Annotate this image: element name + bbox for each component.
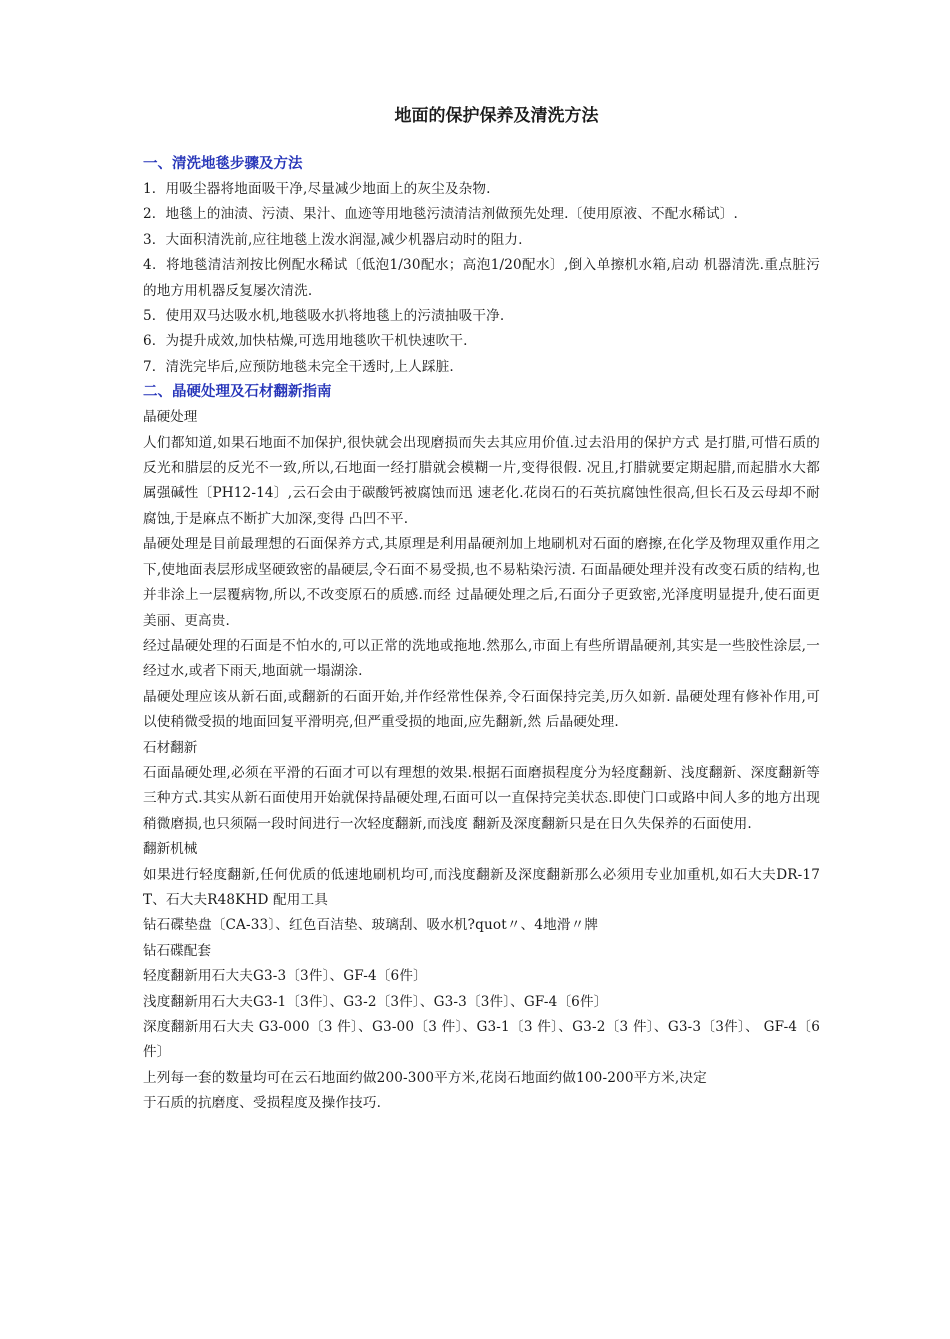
paragraph: 晶硬处理应该从新石面,或翻新的石面开始,并作经常性保养,令石面保持完美,历久如新. 晶硬处理有修补作用,可以使稍微受损的地面回复平滑明亮,但严重受损的地面,应先翻新,然 后晶硬处理. (143, 688, 820, 731)
subheading-machinery: 翻新机械 (143, 841, 198, 858)
paragraph: 人们都知道,如果石地面不加保护,很快就会出现磨损而失去其应用价值.过去沿用的保护方式 是打腊,可惜石质的反光和腊层的反光不一致,所以,石地面一经打腊就会模糊一片,变得很假. 况且,打腊就要定期起腊,而起腊水大都属强碱性〔PH12-14〕,云石会由于碳酸钙被腐蚀而迅 速老化.花岗石的石英抗腐蚀性很高,但长石及云母却不耐腐蚀,于是麻点不断扩大加深,变得 凸凹不平. (143, 434, 820, 527)
paragraph: 晶硬处理是目前最理想的石面保养方式,其原理是利用晶硬剂加上地刷机对石面的磨擦,在化学及物理双重作用之下,使地面表层形成坚硬致密的晶硬层,令石面不易受损,也不易粘染污渍. 石面晶硬处理并没有改变石质的结构,也并非涂上一层覆病物,所以,不改变原石的质感.而经 过晶硬处理之后,石面分子更致密,光泽度明显提升,使石面更美丽、更高贵. (143, 536, 820, 629)
paragraph: 上列每一套的数量均可在云石地面约做200-300平方米,花岗石地面约做100-200平方米,决定 (143, 1069, 707, 1086)
subheading-crystal: 晶硬处理 (143, 409, 198, 426)
paragraph: 轻度翻新用石大夫G3-3〔3件〕、GF-4〔6件〕 (143, 968, 427, 985)
list-item: 2．地毯上的油渍、污渍、果汁、血迹等用地毯污渍清洁剂做预先处理.〔使用原液、不配水稀试〕. (143, 206, 738, 223)
list-item: 1．用吸尘器将地面吸干净,尽量减少地面上的灰尘及杂物. (143, 181, 491, 197)
list-item: 4．将地毯清洁剂按比例配水稀试〔低泡1/30配水；高泡1/20配水〕,倒入单擦机水箱,启动 机器清洗.重点脏污的地方用机器反复屡次清洗. (143, 257, 820, 299)
list-item: 5．使用双马达吸水机,地毯吸水扒将地毯上的污渍抽吸干净. (143, 308, 505, 325)
list-item: 7．清洗完毕后,应预防地毯未完全干透时,上人踩脏. (143, 358, 454, 375)
subheading-renovation: 石材翻新 (143, 739, 198, 756)
paragraph: 经过晶硬处理的石面是不怕水的,可以正常的洗地或拖地.然那么,市面上有些所谓晶硬剂,其实是一些胶性涂层,一经过水,或者下雨天,地面就一塌湖涂. (143, 637, 820, 680)
paragraph: 钻石碟垫盘〔CA-33〕、红色百洁垫、玻璃刮、吸水机?quot〃、4地滑〃牌 (143, 917, 599, 934)
document-title: 地面的保护保养及清洗方法 (394, 106, 599, 126)
section-heading-stone: 二、晶硬处理及石材翻新指南 (143, 384, 332, 401)
section-heading-carpet: 一、清洗地毯步骤及方法 (143, 156, 303, 172)
subheading-diamond-pads: 钻石碟配套 (143, 942, 211, 959)
paragraph: 深度翻新用石大夫 G3-000〔3 件〕、G3-00〔3 件〕、G3-1〔3 件〕、G3-2〔3 件〕、G3-3〔3件〕、 GF-4〔6 件〕 (143, 1019, 820, 1061)
paragraph: 石面晶硬处理,必须在平滑的石面才可以有理想的效果.根据石面磨损程度分为轻度翻新、浅度翻新、深度翻新等三种方式.其实从新石面使用开始就保持晶硬处理,石面可以一直保持完美状态.即使门口或路中间人多的地方出现稍微磨损,也只须隔一段时间进行一次轻度翻新,而浅度 翻新及深度翻新只是在日久失保养的石面使用. (143, 764, 820, 832)
paragraph: 浅度翻新用石大夫G3-1〔3件〕、G3-2〔3件〕、G3-3〔3件〕、GF-4〔6件〕 (143, 993, 608, 1010)
list-item: 3．大面积清洗前,应往地毯上泼水润湿,减少机器启动时的阻力. (143, 231, 523, 248)
paragraph: 于石质的抗磨度、受损程度及操作技巧. (143, 1095, 382, 1112)
list-item: 6．为提升成效,加快枯燥,可选用地毯吹干机快速吹干. (143, 333, 468, 350)
paragraph: 如果进行轻度翻新,任何优质的低速地刷机均可,而浅度翻新及深度翻新那么必须用专业加重机,如石大夫DR-17T、石大夫R48KHD 配用工具 (143, 866, 820, 908)
